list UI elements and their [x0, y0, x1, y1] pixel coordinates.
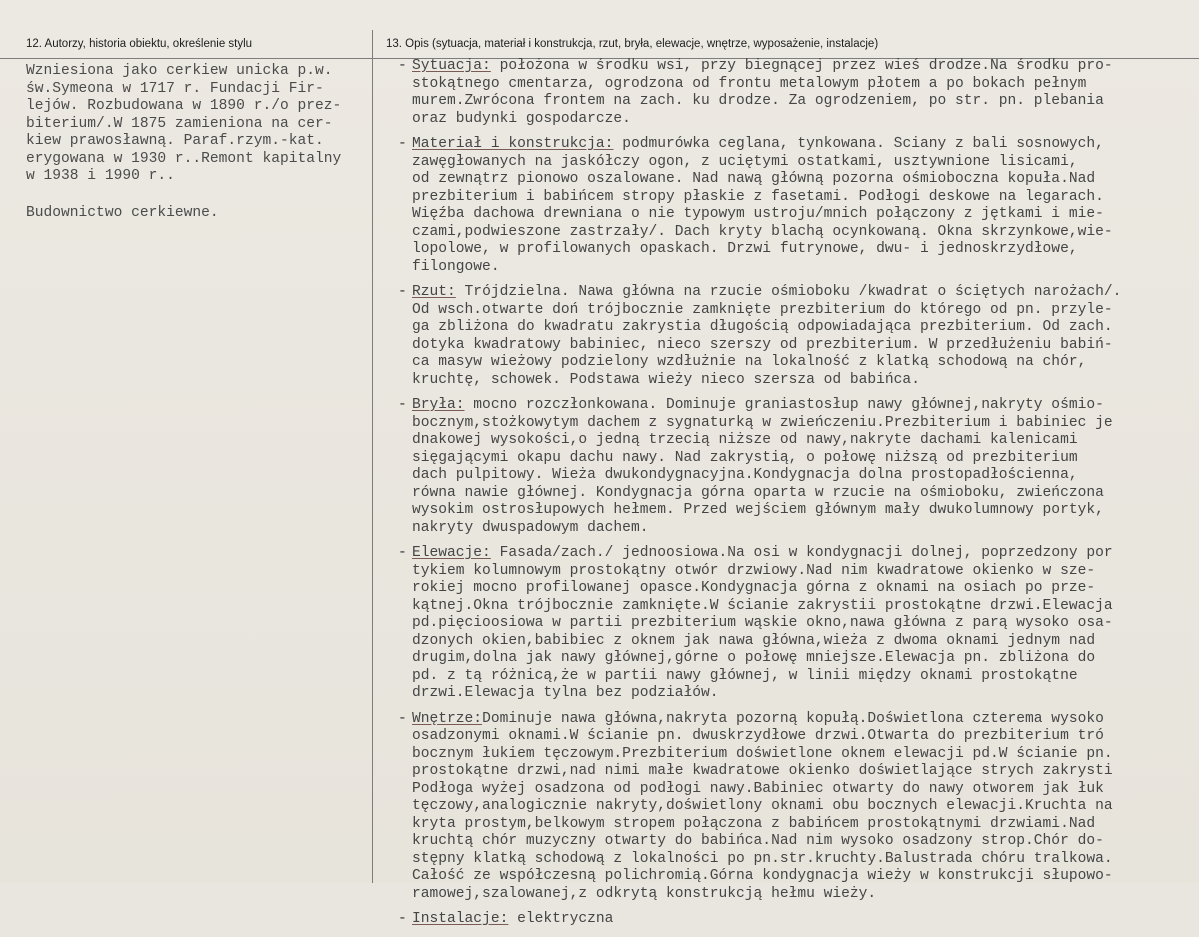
- section-lead-text: Fasada/zach./ jednoosiowa.Na osi w kondygnacji dolnej, poprzedzony por: [490, 545, 1113, 561]
- section-lead-text: mocno rozczłonkowana. Dominuje graniastosłup nawy głównej,nakryty ośmio-: [464, 397, 1104, 413]
- section-line: tykiem kolumnowym prostokątny otwór drzwiowy.Nad nim kwadratowe okienko w sze-: [412, 562, 1096, 579]
- section-line: równa nawie głównej. Kondygnacja górna oparta w rzucie na ośmioboku, zwieńczona: [412, 484, 1104, 501]
- history-column: [26, 63, 372, 222]
- bullet-dash: -: [398, 136, 407, 152]
- section-lead-text: położona w środku wsi, przy biegnącej przez wieś drodze.Na środku pro-: [490, 58, 1113, 74]
- section-heading: Rzut:: [412, 284, 456, 300]
- section-line: rokiej mocno profilowanej opasce.Kondygnacja górna z oknami na osiach po prze-: [412, 580, 1096, 596]
- section-line: kryta prostym,belkowym stropem połączona z babińcem prostokątnymi drzwiami.Nad: [412, 815, 1096, 832]
- section-line: wysokim ostrosłupowych hełmem. Przed wejściem głównym mały dwukolumnowy portyk,: [412, 502, 1104, 518]
- left-column-header: 12. Autorzy, historia obiektu, określenie stylu: [26, 38, 253, 50]
- history-line: biterium/.W 1875 zamieniona na cer-: [26, 115, 333, 132]
- column-divider: [372, 30, 373, 883]
- history-text: [26, 63, 372, 186]
- section-line: prezbiterium i babińcem stropy płaskie z fasetami. Podłogi deskowe na legarach.: [412, 188, 1104, 205]
- history-line: w 1938 i 1990 r..: [26, 168, 175, 184]
- history-line: lejów. Rozbudowana w 1890 r./o prez-: [26, 98, 342, 114]
- section-first-line: [398, 397, 1199, 415]
- section-lead-text: podmurówka ceglana, tynkowana. Ściany z bali sosnowych,: [613, 136, 1104, 152]
- section-line: kruchtą chór muzyczny otwarty do babińca.Nad nim wysoko osadzony strop.Chór do-: [412, 833, 1104, 849]
- section-line: sięgającymi okapu dachu nawy. Nad zakrystią, o połowę niższą od prezbiterium: [412, 449, 1078, 466]
- section-sytuacja: [398, 58, 1199, 128]
- style-text: Budownictwo cerkiewne.: [26, 204, 219, 221]
- section-line: Całość ze współczesną polichromią.Górna kondygnacja wieży w konstrukcji słupowo-: [412, 868, 1113, 884]
- history-line: Wzniesiona jako cerkiew unicka p.w.: [26, 63, 333, 79]
- section-line: czami,podwieszone zastrzały/. Dach kryty blachą ocynkowaną. Okna skrzynkowe,wie-: [412, 223, 1113, 240]
- history-line: erygowana w 1930 r..Remont kapitalny: [26, 150, 342, 167]
- section-line: ca masyw wieżowy podzielony wzdłużnie na lokalność z klatką schodową na chór,: [412, 354, 1087, 370]
- section-rzut: [398, 284, 1199, 389]
- section-line: lopolowe, w profilowanych opaskach. Drzwi futrynowe, dwu- i jednoskrzydłowe,: [412, 241, 1078, 257]
- history-line: kiew prawosławną. Paraf.rzym.-kat.: [26, 133, 324, 149]
- section-heading: Instalacje:: [412, 911, 509, 927]
- section-line: filongowe.: [412, 258, 500, 275]
- section-line: murem.Zwrócona frontem na zach. ku drodze. Za ogrodzeniem, po str. pn. plebania: [412, 93, 1104, 109]
- section-line: oraz budynki gospodarcze.: [412, 110, 631, 127]
- section-line: dach pulpitowy. Wieża dwukondygnacyjna.Kondygnacja dolna prostopadłościenna,: [412, 467, 1078, 483]
- section-instalacje: [398, 911, 1199, 929]
- section-line: bocznym,stożkowytym dachem z sygnaturką w zwieńczeniu.Prezbiterium i babiniec je: [412, 414, 1113, 431]
- right-column-header: 13. Opis (sytuacja, materiał i konstrukcja, rzut, bryła, elewacje, wnętrze, wyposażenie, instalacje): [386, 38, 879, 50]
- section-line: Od wsch.otwarte doń trójbocznie zamknięte prezbiterium do którego od pn. przyle-: [412, 301, 1113, 318]
- section-line: nakryty dwuspadowym dachem.: [412, 519, 649, 536]
- section-line: Więźba dachowa drewniana o nie typowym ustroju/mnich połączony z jętkami i mie-: [412, 206, 1104, 222]
- section-material: [398, 136, 1199, 276]
- section-first-line: [398, 711, 1199, 729]
- section-heading: Elewacje:: [412, 545, 491, 561]
- section-line: prostokątne drzwi,nad nimi małe kwadratowe okienko doświetlające strych zakrysti: [412, 763, 1113, 779]
- section-line: pd. z tą różnicą,że w partii nawy głównej, w linii między oknami prostokątne: [412, 667, 1078, 684]
- section-line: ramowej,szalowanej,z odkrytą konstrukcją hełmu wieży.: [412, 885, 877, 902]
- section-line: zawęgłowanych na jaskółczy ogon, z uciętymi ostatkami, usztywnione lisicami,: [412, 153, 1078, 170]
- history-line: św.Symeona w 1717 r. Fundacji Fir-: [26, 80, 324, 97]
- section-heading: Materiał i konstrukcja:: [412, 136, 614, 152]
- section-line: drzwi.Elewacja tylna bez podziałów.: [412, 685, 719, 701]
- section-heading: Sytuacja:: [412, 58, 491, 74]
- section-line: stokątnego cmentarza, ogrodzona od frontu metalowym płotem a po bokach pełnym: [412, 75, 1087, 92]
- section-line: drugim,dolna jak nawy głównej,górne o połowę mniejsze.Elewacja pn. zbliżona do: [412, 650, 1096, 666]
- section-line: osadzonymi oknami.W ścianie pn. dwuskrzydłowe drzwi.Otwarta do prezbiterium tró: [412, 728, 1104, 744]
- section-first-line: [398, 911, 1199, 929]
- section-line: stępny klatką schodową z lokalności po pn.str.kruchty.Balustrada chóru tralkowa.: [412, 850, 1113, 867]
- section-line: kruchtę, schowek. Podstawa wieży nieco szersza od babińca.: [412, 371, 920, 388]
- bullet-dash: -: [398, 284, 407, 300]
- section-line: tęczowy,analogicznie nakryty,doświetlony oknami obu bocznych elewacji.Kruchta na: [412, 798, 1113, 814]
- section-line: dnakowej wysokości,o jedną trzecią niższe od nawy,nakryte dachami kalenicami: [412, 432, 1078, 448]
- bullet-dash: -: [398, 397, 407, 413]
- section-line: dzonych okien,babibiec z oknem jak nawa główna,wieża z dwoma oknami jednym nad: [412, 632, 1096, 649]
- section-heading: Bryła:: [412, 397, 465, 413]
- bullet-dash: -: [398, 58, 407, 74]
- section-first-line: [398, 545, 1199, 563]
- section-lead-text: Trójdzielna. Nawa główna na rzucie ośmioboku /kwadrat o ściętych narożach/.: [455, 284, 1122, 300]
- section-line: ga zbliżona do kwadratu zakrystia długością odpowiadająca prezbiterium. Od zach.: [412, 319, 1113, 335]
- section-line: dotyka kwadratowy babiniec, nieco szerszy od prezbiterium. W przedłużeniu babiń-: [412, 336, 1113, 353]
- section-line: Podłoga wyżej osadzona od podłogi nawy.Babiniec otwarty do nawy otworem jak łuk: [412, 780, 1104, 797]
- section-line: bocznym łukiem tęczowym.Prezbiterium doświetlone oknem elewacji pd.W ścianie pn.: [412, 745, 1113, 762]
- section-first-line: [398, 136, 1199, 154]
- section-first-line: [398, 58, 1199, 76]
- bullet-dash: -: [398, 545, 407, 561]
- section-elewacje: [398, 545, 1199, 703]
- section-bryla: [398, 397, 1199, 537]
- section-line: kątnej.Okna trójbocznie zamknięte.W ścianie zakrystii prostokątne drzwi.Elewacja: [412, 597, 1113, 614]
- section-heading: Wnętrze:: [412, 710, 483, 727]
- section-line: od zewnątrz pionowo oszalowane. Nad nawą główną pozorna ośmioboczna kopuła.Nad: [412, 171, 1096, 187]
- description-column: [398, 58, 1199, 937]
- section-first-line: [398, 284, 1199, 302]
- section-lead-text: Dominuje nawa główna,nakryta pozorną kopułą.Doświetlona czterema wysoko: [482, 710, 1104, 727]
- section-line: pd.pięcioosiowa w partii prezbiterium wąskie okno,nawa główna z parą wysoko osa-: [412, 615, 1113, 631]
- bullet-dash: -: [398, 911, 407, 927]
- bullet-dash: -: [398, 710, 407, 727]
- section-wnetrze: [398, 711, 1199, 904]
- section-lead-text: elektryczna: [508, 911, 614, 927]
